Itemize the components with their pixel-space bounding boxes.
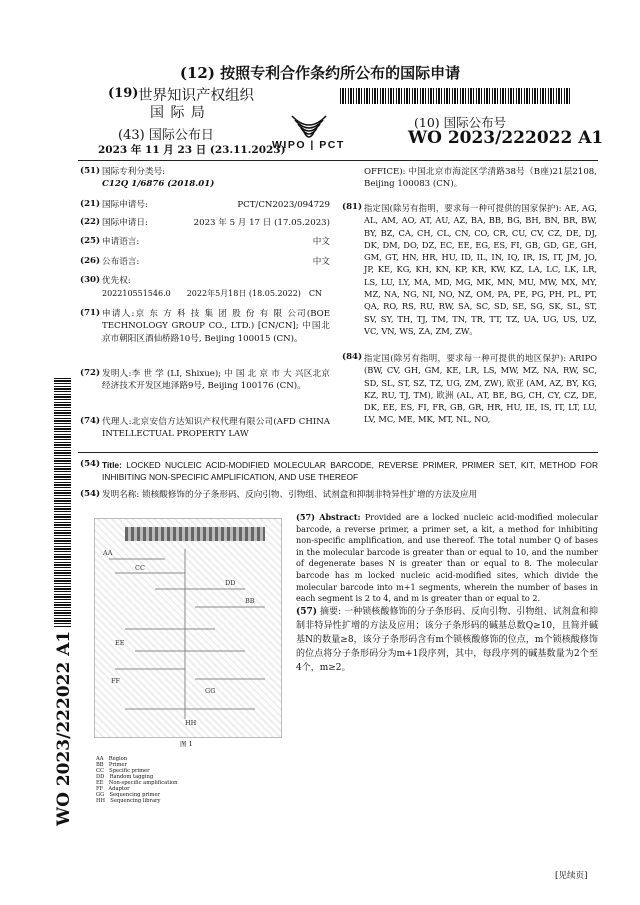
legend-code: DD bbox=[96, 774, 105, 780]
wipo-pct-label: WIPO | PCT bbox=[272, 139, 345, 151]
fig-label-ee: EE bbox=[115, 639, 125, 647]
legend-code: EE bbox=[96, 780, 104, 786]
figure-caption: 图 1 bbox=[180, 740, 193, 748]
publication-barcode bbox=[340, 88, 570, 104]
legend-text: Sequencing primer bbox=[109, 792, 160, 798]
legend-code: FF bbox=[96, 786, 104, 792]
legend-code: HH bbox=[96, 798, 106, 804]
legend-code: CC bbox=[96, 768, 104, 774]
field-51-num: (51) bbox=[80, 166, 101, 176]
field-51-value: C12Q 1/6876 (2018.01) bbox=[102, 179, 215, 189]
org-sub: 国 际 局 bbox=[150, 105, 206, 121]
org-number: (19) bbox=[108, 86, 139, 101]
field-72-num: (72) bbox=[80, 368, 101, 378]
legend-text: Specific primer bbox=[109, 768, 150, 774]
abstract-zh-label: 摘要: bbox=[319, 607, 342, 617]
field-71-num: (71) bbox=[80, 308, 101, 318]
org-name: 世界知识产权组织 bbox=[138, 88, 254, 104]
document-type-title: (12) 按照专利合作条约所公布的国际申请 bbox=[179, 64, 461, 82]
title-en-label: Title: bbox=[102, 460, 122, 470]
field-71-value: 京 东 方 科 技 集 团 股 份 有 限 公司(BOE TECHNOLOGY GROUP CO., LTD.) [CN/CN]; 中国北京市朝阳区酒仙桥路10号, Beijing 100015 (CN)。 bbox=[102, 309, 330, 344]
abstract-en-text: Provided are a locked nucleic acid-modified molecular barcode, a reverse primer, a primer set, a kit, a method for inhibiting non-specific amplification, and use thereof. The total number Q of bases in the molecular barcode is greater than or equal to 10, and the number of degenerate bases N is greater than or equal to 8. The molecular barcode has m locked nucleic acid-modified sites, which divide the molecular barcode into m+1 segments, wherein the number of bases in each segment is 2 to 4, and m is greater than or equal to 2. bbox=[296, 512, 598, 604]
legend-text: Random tagging bbox=[109, 774, 154, 780]
fig-label-aa: AA bbox=[103, 549, 113, 557]
fig-label-hh: HH bbox=[185, 719, 197, 727]
field-81-text: 指定国(除另有指明，要求每一种可提供的国家保护): AE, AG, AL, AM, AO, AT, AU, AZ, BA, BB, BG, BH, BN, BR, BW, BY, BZ, CA, CH, CL, CN, CO, CR, CU, CV, CZ, DE, DJ, DK, DM, DO, DZ, EC, EE, EG, ES, FI, GB, GD, GE, GH, GM, GT, HN, HR, HU, ID, IL, IN, IQ, IR, IS, IT, JM, JO, JP, KE, KG, KH, KN, KP, KR, KW, KZ, LA, LC, LK, LR, LS, LU, LY, MA, MD, MG, MK, MN, MU, MW, MX, MY, MZ, NA, NG, NI, NO, NZ, OM, PA, PE, PG, PH, PL, PT, QA, RO, RS, RU, RW, SA, SC, SD, SE, SG, SK, SL, ST, SV, SY, TH, TJ, TM, TN, TR, TT, TZ, UA, UG, US, UZ, VC, VN, WS, ZA, ZM, ZW。 bbox=[364, 203, 597, 336]
field-74-num: (74) bbox=[80, 416, 101, 426]
abstract-en-label: Abstract: bbox=[319, 512, 361, 522]
field-25-label: 申请语言: bbox=[102, 237, 140, 247]
pubdate-value: 2023 年 11 月 23 日 (23.11.2023) bbox=[98, 144, 286, 156]
field-74-label: 代理人: bbox=[102, 417, 132, 427]
fig-label-bb: BB bbox=[245, 597, 255, 605]
title-en-text: LOCKED NUCLEIC ACID-MODIFIED MOLECULAR BARCODE, REVERSE PRIMER, PRIMER SET, KIT, METHOD FOR INHIBITING NON-SPECIFIC AMPLIFICATION, AND USE THEREOF bbox=[102, 460, 598, 483]
title-divider bbox=[78, 452, 598, 453]
field-22-label: 国际申请日: bbox=[102, 218, 148, 228]
field-21-num: (21) bbox=[80, 199, 101, 209]
agent-address-continued: OFFICE): 中国北京市海淀区学清路38号（B座)21层2108, Beijing 100083 (CN)。 bbox=[364, 167, 597, 190]
field-30-label: 优先权: bbox=[102, 276, 131, 286]
field-84-text: 指定国(除另有指明，要求每一种可提供的地区保护): ARIPO (BW, CV, GH, GM, KE, LR, LS, MW, MZ, NA, RW, SC, SD, SL, ST, SZ, TZ, UG, ZM, ZW), 欧亚 (AM, AZ, BY, KG, KZ, RU, TJ, TM), 欧洲 (AL, AT, BE, BG, CH, CY, CZ, DE, DK, EE, ES, FI, FR, GB, GR, HR, HU, IE, IS, IT, LT, LU, LV, MC, ME, MK, MT, NL, NO, bbox=[364, 353, 597, 425]
legend-code: BB bbox=[96, 762, 104, 768]
field-26-num: (26) bbox=[80, 256, 101, 266]
field-25-value: 中文 bbox=[312, 237, 330, 247]
legend-code: AA bbox=[96, 756, 104, 762]
field-84-num: (84) bbox=[342, 352, 363, 362]
field-30-num: (30) bbox=[80, 275, 101, 285]
continued-footer: [见续页] bbox=[555, 871, 588, 881]
abstract-zh-num: (57) bbox=[296, 607, 318, 617]
fig-label-gg: GG bbox=[205, 687, 216, 695]
field-72-label: 发明人: bbox=[102, 369, 132, 379]
field-30-value: 202210551546.0 2022年5月18日 (18.05.2022) CN bbox=[102, 289, 323, 298]
field-21-label: 国际申请号: bbox=[102, 200, 148, 210]
header-divider bbox=[78, 160, 598, 161]
legend-text: Adaptor bbox=[108, 786, 130, 792]
field-74-value: 北京安信方达知识产权代理有限公司(AFD CHINA INTELLECTUAL PROPERTY LAW bbox=[102, 417, 330, 440]
side-publication-code: WO 2023/222022 A1 bbox=[54, 630, 74, 826]
field-71-label: 申请人: bbox=[102, 309, 135, 319]
title-en-num: (54) bbox=[80, 459, 101, 469]
field-81-num: (81) bbox=[342, 202, 363, 212]
pubdate-label: (43) 国际公布日 bbox=[118, 128, 214, 143]
title-zh-num: (54) bbox=[80, 489, 101, 499]
figure-1 bbox=[94, 518, 282, 738]
pubno-value: WO 2023/222022 A1 bbox=[408, 128, 604, 148]
field-51-label: 国际专利分类号: bbox=[102, 167, 166, 177]
title-zh-label: 发明名称: bbox=[102, 490, 140, 500]
legend-text: Region bbox=[108, 756, 128, 762]
field-26-value: 中文 bbox=[312, 257, 330, 267]
legend-text: Primer bbox=[108, 762, 127, 768]
fig-label-dd: DD bbox=[225, 579, 236, 587]
fig-label-cc: CC bbox=[135, 564, 145, 572]
field-25-num: (25) bbox=[80, 236, 101, 246]
legend-text: Non-specific amplification bbox=[108, 780, 178, 786]
title-zh-text: 锁核酸修饰的分子条形码、反向引物、引物组、试剂盒和抑制非特异性扩增的方法及应用 bbox=[142, 490, 478, 500]
field-22-value: 2023 年 5 月 17 日 (17.05.2023) bbox=[193, 218, 330, 228]
abstract-zh-text: 一种锁核酸修饰的分子条形码、反向引物、引物组、试剂盒和抑制非特异性扩增的方法及应用；该分子条形码的碱基总数Q≥10，且简并碱基N的数量≥8，该分子条形码含有m个锁核酸修饰的位点，m个锁核酸修饰的位点将分子条形码分为m+1段序列，其中，每段序列的碱基数量为2个至4个，m≥2。 bbox=[296, 607, 598, 673]
pubno-label: (10) 国际公布号 bbox=[414, 115, 507, 130]
field-21-value: PCT/CN2023/094729 bbox=[237, 200, 330, 210]
field-72-value: 李 世 学 (LI, Shixue); 中 国 北 京 市 大 兴区北京经济技术开发区地泽路9号, Beijing 100176 (CN)。 bbox=[102, 369, 330, 392]
legend-code: GG bbox=[96, 792, 105, 798]
legend-text: Sequencing library bbox=[110, 798, 161, 804]
fig-label-ff: FF bbox=[111, 677, 121, 685]
side-barcode bbox=[54, 378, 71, 628]
figure-diagram bbox=[95, 519, 281, 737]
abstract-en-num: (57) bbox=[296, 512, 315, 522]
field-22-num: (22) bbox=[80, 217, 101, 227]
field-26-label: 公布语言: bbox=[102, 257, 140, 267]
